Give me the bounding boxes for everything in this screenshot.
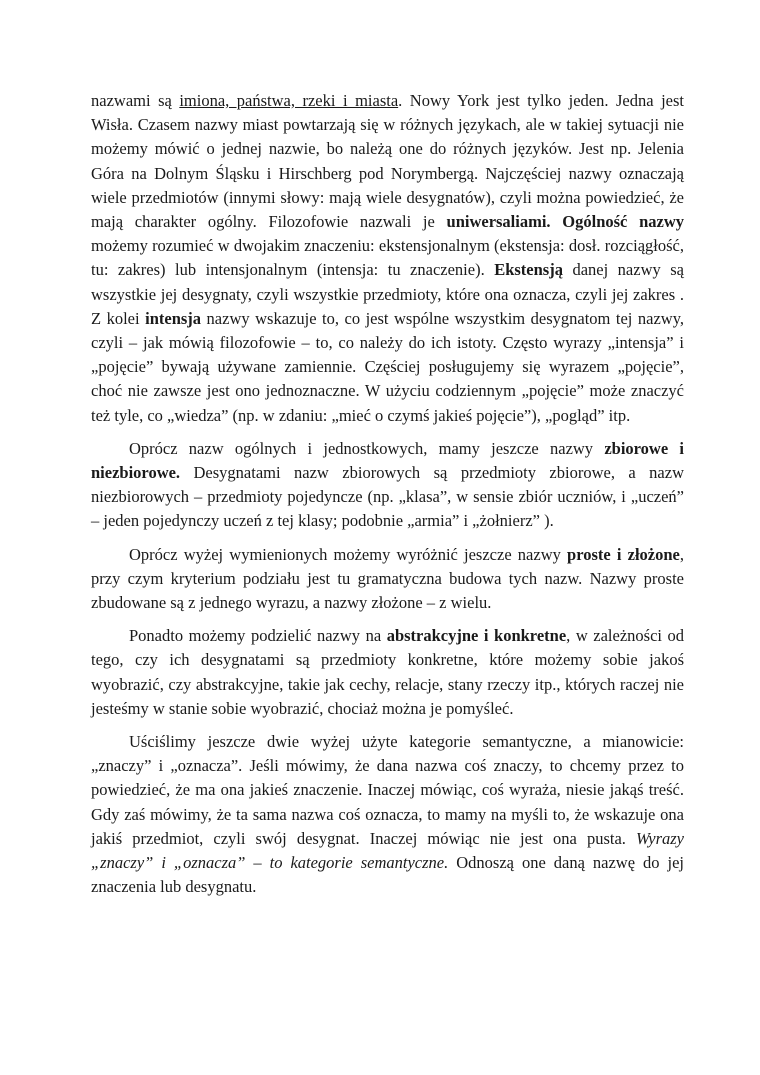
bold-term: abstrakcyjne i konkretne <box>386 626 567 646</box>
paragraph-5 <box>91 730 684 899</box>
text <box>551 212 563 231</box>
bold-term: proste i złożone <box>567 544 680 564</box>
bold-term: Ogólność nazwy <box>562 212 684 232</box>
underlined-text: imiona, państwa, rzeki i miasta <box>179 91 399 110</box>
text: możemy rozumieć w dwojakim znaczeniu: ekstensjonalnym (ekstensja: dosł. rozciągłość, tu: zakres) lub intensjonalnym (intensja: tu znaczenie). <box>91 236 684 280</box>
text: Desygnatami nazw zbiorowych są przedmioty zbiorowe, a nazw niezbiorowych – przedmioty pojedyncze (np. „klasa”, w sensie zbiór uczniów, i „uczeń” – jeden pojedynczy uczeń z tej klasy; podobnie „armia” i „żołnierz” ). <box>91 463 684 531</box>
text: Odnoszą one daną nazwę do jej znaczenia lub desygnatu. <box>91 853 684 897</box>
italic-text: Wyrazy „znaczy” i „oznacza” – to kategorie semantyczne. <box>91 828 684 873</box>
text: Uściślimy jeszcze dwie wyżej użyte kategorie semantyczne, a mianowicie: „znaczy” i „oznacza”. Jeśli mówimy, że dana nazwa coś znaczy, to chcemy przez to powiedzieć, że ma ona jakieś znaczenie. Inaczej mówiąc, coś wyraża, niesie jakąś treść. Gdy zaś mówimy, że ta sama nazwa coś oznacza, to mamy na myśli to, że wskazuje ona jakiś przedmiot, czyli swój desygnat. Inaczej mówiąc nie jest ona pusta. <box>91 732 684 848</box>
paragraph-1 <box>91 89 684 428</box>
paragraph-2 <box>91 437 684 534</box>
bold-term: Ekstensją <box>494 260 563 280</box>
text: , przy czym kryterium podziału jest tu gramatyczna budowa tych nazw. Nazwy proste zbudowane są z jednego wyrazu, a nazwy złożone – z wielu. <box>91 544 684 613</box>
text: danej nazwy są wszystkie jej desygnaty, czyli wszystkie przedmioty, które ona oznacza, czyli jej zakres . Z kolei <box>91 260 684 328</box>
paragraph-4 <box>91 624 684 721</box>
bold-term: uniwersaliami. <box>446 212 551 232</box>
bold-term: intensja <box>145 308 202 328</box>
text: Oprócz wyżej wymienionych możemy wyróżnić jeszcze nazwy <box>129 544 568 564</box>
text: . Nowy York jest tylko jeden. Jedna jest Wisła. Czasem nazwy miast powtarzają się w różnych językach, ale w takiej sytuacji nie możemy mówić o jednej nazwie, bo należą one do różnych języków. Jest np. Jelenia Góra na Dolnym Śląsku i Hirschberg pod Norymbergą. Najczęściej nazwy oznaczają wiele przedmiotów (innymi słowy: mają wiele desygnatów), czyli można powiedzieć, że mają charakter ogólny. Filozofowie nazwali je <box>91 91 684 232</box>
paragraph-3 <box>91 543 684 616</box>
text: , w zależności od tego, czy ich desygnatami są przedmioty konkretne, które możemy sobie jakoś wyobrazić, czy abstrakcyjne, takie jak cechy, relacje, stany rzeczy itp., których raczej nie jesteśmy w stanie sobie wyobrazić, chociaż można je pomyśleć. <box>91 626 685 718</box>
text: Oprócz nazw ogólnych i jednostkowych, mamy jeszcze nazwy <box>129 438 605 458</box>
text: nazwy wskazuje to, co jest wspólne wszystkim desygnatom tej nazwy, czyli – jak mówią filozofowie – to, co należy do ich istoty. Często wyrazy „intensja” i „pojęcie” bywają używane zamiennie. Częściej posługujemy się wyrazem „pojęcie”, choć nie zawsze jest ono jednoznaczne. W użyciu codziennym „pojęcie” może znaczyć też tyle, co „wiedza” (np. w zdaniu: „mieć o czymś jakieś pojęcie”), „pogląd” itp. <box>91 308 684 425</box>
text: Ponadto możemy podzielić nazwy na <box>129 626 387 646</box>
text: nazwami są <box>91 91 180 110</box>
bold-term: zbiorowe i niezbiorowe. <box>91 438 684 483</box>
document-page <box>91 89 684 900</box>
